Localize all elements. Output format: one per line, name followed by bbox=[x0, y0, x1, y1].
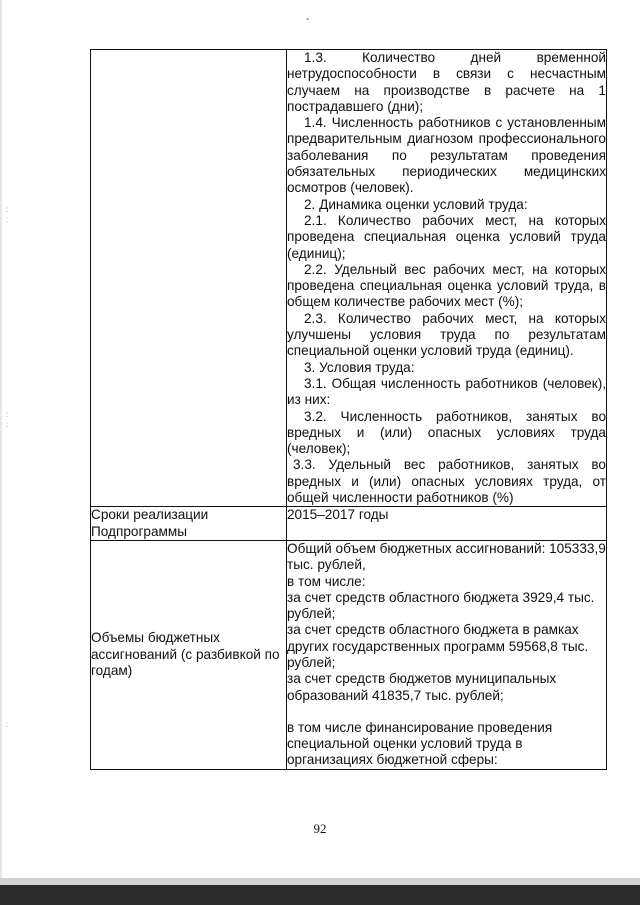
funding-note: в том числе финансирование проведения специальной оценки условий труда в организациях бюджетной сферы: bbox=[287, 719, 553, 768]
scan-bottom-edge bbox=[0, 885, 640, 905]
funding-line: в том числе: bbox=[287, 573, 366, 589]
funding-line: за счет средств областного бюджета в рамках других государственных программ 59568,8 тыс. рублей; bbox=[287, 622, 589, 670]
scan-artifact: : bbox=[6, 720, 9, 729]
page-number: 92 bbox=[313, 821, 327, 836]
indicators-row bbox=[91, 50, 607, 507]
indicator-item: 3.3. Удельный вес работников, занятых во вредных и (или) опасных условиях труда, от общей численности работников (%) bbox=[287, 457, 606, 506]
scan-artifact: : : bbox=[6, 205, 9, 224]
funding-line: за счет средств областного бюджета 3929,4 тыс. рублей; bbox=[287, 589, 595, 622]
scan-artifact: : : bbox=[6, 410, 9, 429]
indicator-item: 3.1. Общая численность работников (человек), из них: bbox=[287, 375, 606, 408]
spacer bbox=[287, 704, 606, 720]
funding-line: Общий объем бюджетных ассигнований: 105333,9 тыс. рублей, bbox=[287, 540, 606, 573]
indicator-item: 1.3. Количество дней временной нетрудоспособности в связи с несчастным случаем на производстве в расчете на 1 пострадавшего (дни); bbox=[287, 50, 606, 114]
funding-cell bbox=[287, 540, 607, 769]
indicators-label-cell bbox=[91, 50, 287, 507]
indicator-item: 2.2. Удельный вес рабочих мест, на которых проведена специальная оценка условий труда, в общем количестве рабочих мест (%); bbox=[287, 261, 606, 310]
funding-label: Объемы бюджетных ассигнований (с разбивкой по годам) bbox=[91, 540, 287, 769]
indicator-item: 2.1. Количество рабочих мест, на которых проведена специальная оценка условий труда (единиц); bbox=[287, 212, 606, 261]
funding-line: за счет средств бюджетов муниципальных образований 41835,7 тыс. рублей; bbox=[287, 671, 557, 703]
indicator-item: 1.4. Численность работников с установленным предварительным диагнозом профессионального заболевания по результатам проведения обязательных периодических медицинских осмотров (человек). bbox=[287, 115, 606, 196]
timeline-row bbox=[91, 507, 607, 541]
timeline-value: 2015–2017 годы bbox=[287, 507, 607, 541]
subprogram-passport-table bbox=[90, 49, 607, 770]
funding-row bbox=[91, 540, 607, 769]
page-edge bbox=[0, 0, 2, 905]
indicator-section-heading: 3. Условия труда: bbox=[304, 359, 415, 375]
header-mark: - bbox=[306, 14, 310, 25]
indicator-section-heading: 2. Динамика оценки условий труда: bbox=[304, 196, 528, 212]
indicators-cell bbox=[287, 50, 607, 507]
timeline-label: Сроки реализации Подпрограммы bbox=[91, 507, 287, 541]
indicator-item: 3.2. Численность работников, занятых во вредных и (или) опасных условиях труда (человек); bbox=[287, 408, 606, 457]
indicator-item: 2.3. Количество рабочих мест, на которых улучшены условия труда по результатам специальной оценки условий труда (единиц). bbox=[287, 310, 606, 359]
